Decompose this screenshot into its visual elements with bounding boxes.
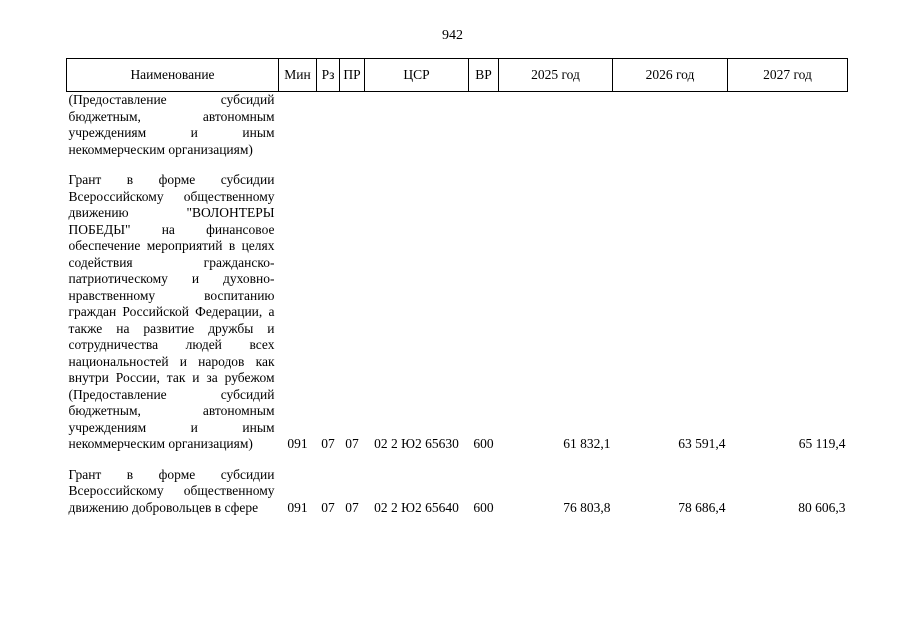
row-min: 091 [287,499,308,515]
header-csr: ЦСР [365,59,469,92]
row-vr: 600 [473,499,494,515]
header-2027: 2027 год [728,59,848,92]
row-2025: 76 803,8 [563,499,611,515]
table-row [67,467,848,517]
page-number: 942 [442,28,463,43]
header-pr: ПР [340,59,365,92]
row-name [67,467,279,517]
row-2026 [613,92,728,159]
row-min [279,92,317,159]
header-2026: 2026 год [613,59,728,92]
row-2026: 78 686,4 [678,499,726,515]
header-vr: ВР [469,59,499,92]
row-csr: 02 2 Ю2 65630 [374,436,459,451]
header-2025: 2025 год [499,59,613,92]
row-pr: 07 [345,499,359,515]
row-pr [340,92,365,159]
row-spacer [67,453,848,467]
row-spacer [67,158,848,172]
header-rz: Рз [317,59,340,92]
row-2025: 61 832,1 [563,436,611,451]
header-min: Мин [279,59,317,92]
budget-table [66,58,848,516]
row-2025 [499,92,613,159]
row-name [67,92,279,159]
row-rz: 07 [321,499,335,515]
row-pr: 07 [345,436,359,451]
row-2027: 80 606,3 [798,499,846,515]
row-min: 091 [287,436,308,451]
row-2027: 65 119,4 [798,436,846,451]
row-2026: 63 591,4 [678,436,726,451]
header-name: Наименование [67,59,279,92]
row-csr: 02 2 Ю2 65640 [374,499,459,515]
row-csr [365,92,469,159]
row-name [67,172,279,453]
table-row [67,172,848,453]
row-name-text: Грант в форме субсидии Всероссийскому общественному движению добровольцев в сфере [68,466,275,515]
table-row [67,92,848,159]
row-rz [317,92,340,159]
row-name-text: (Предоставление субсидий бюджетным, автономным учреждениям и иным некоммерческим организациям) [68,92,275,157]
table-header-row [67,59,848,92]
row-name-text: Грант в форме субсидии Всероссийскому общественному движению "ВОЛОНТЕРЫ ПОБЕДЫ" на финансовое обеспечение мероприятий в целях содействия гражданско-патриотическому и духовно-нравственному воспитанию граждан Российской Федерации, а также на развитие дружбы и сотрудничества людей всех национальностей и народов как внутри России, так и за рубежом (Предоставление субсидий бюджетным, автономным учреждениям и иным некоммерческим организациям) [68,172,275,451]
row-2027 [728,92,848,159]
row-rz: 07 [321,436,335,451]
row-vr: 600 [473,436,494,451]
row-vr [469,92,499,159]
